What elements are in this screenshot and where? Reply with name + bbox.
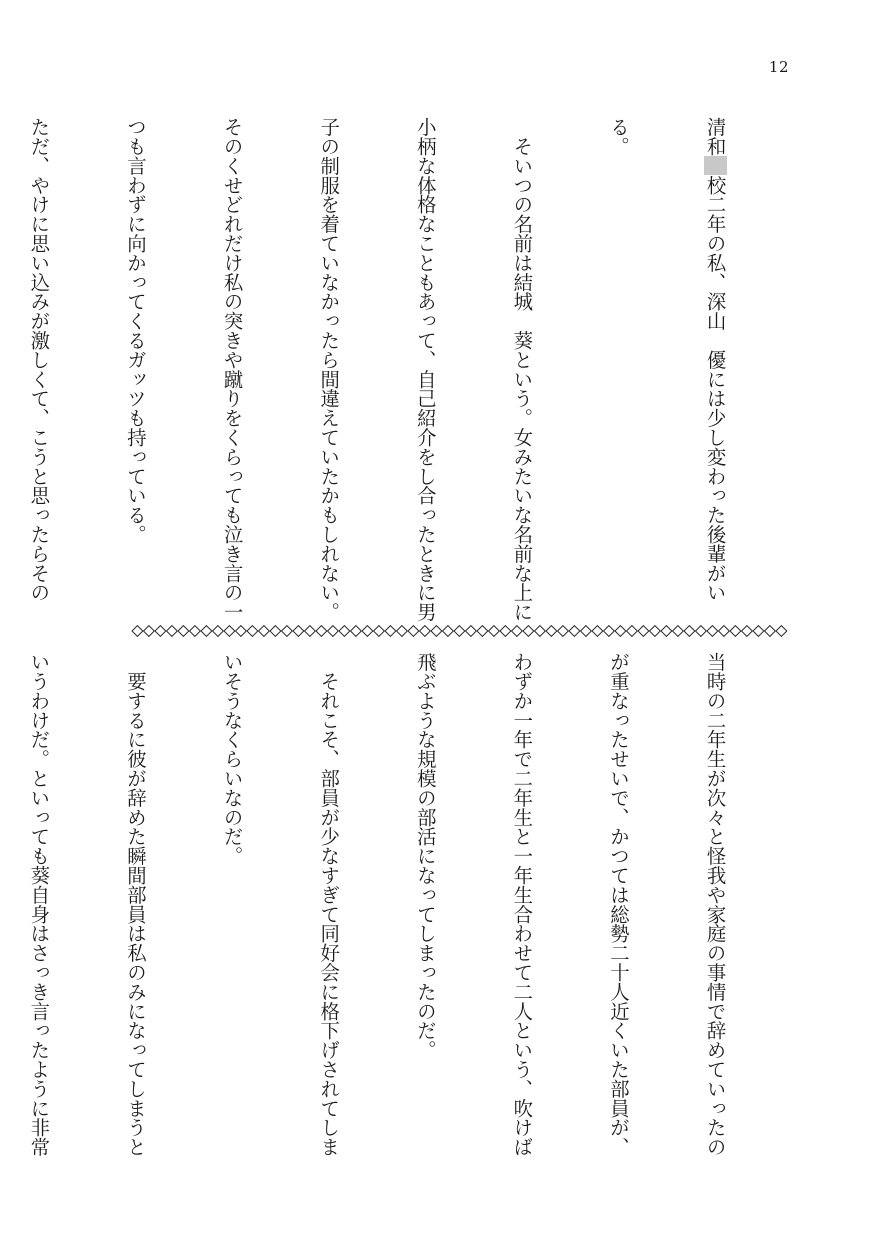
divider-diamond: [696, 626, 707, 637]
text-column: そいつの名前は結城 葵という。女みたいな名前な上に: [510, 117, 534, 622]
divider-diamond: [282, 626, 293, 637]
divider-diamond: [466, 626, 477, 637]
divider-diamond: [673, 626, 684, 637]
redaction-mask: 高: [703, 155, 727, 176]
text-column: [698, 117, 730, 613]
divider-diamond: [650, 626, 661, 637]
divider-diamond: [397, 626, 408, 637]
divider-diamond: [523, 626, 534, 637]
divider-diamond: [615, 626, 626, 637]
text-column: いそうなくらいなのだ。: [220, 652, 244, 866]
divider-diamond: [270, 626, 281, 637]
divider-diamond: [178, 626, 189, 637]
divider-diamond: [385, 626, 396, 637]
divider-diamond: [707, 626, 718, 637]
divider-diamond: [684, 626, 695, 637]
text-column: そのくせどれだけ私の突きや蹴りをくらっても泣き言の一: [220, 117, 244, 622]
text-column: 子の制服を着ていなかったら間違えていたかもしれない。: [317, 117, 341, 622]
divider-diamond: [512, 626, 523, 637]
divider-diamond: [236, 626, 247, 637]
divider-diamond: [489, 626, 500, 637]
divider-diamond: [351, 626, 362, 637]
divider-diamond: [224, 626, 235, 637]
divider-diamond: [213, 626, 224, 637]
divider-diamond: [190, 626, 201, 637]
divider-diamond: [167, 626, 178, 637]
divider-diamond: [247, 626, 258, 637]
text-column: る。: [606, 117, 630, 156]
divider-diamond: [592, 626, 603, 637]
text-column: いうわけだ。といっても葵自身はさっき言ったように非常: [27, 652, 51, 1157]
text-column: 当時の二年生が次々と怪我や家庭の事情で辞めていったの: [703, 652, 727, 1157]
divider-diamond: [765, 626, 776, 637]
text-column: 小柄な体格なこともあって、自己紹介をし合ったときに男: [413, 117, 437, 622]
divider-diamond: [730, 626, 741, 637]
divider-diamond: [443, 626, 454, 637]
divider-diamond: [316, 626, 327, 637]
text-column: つも言わずに向かってくるガッツも持っている。: [123, 117, 147, 544]
text-column: ただ、やけに思い込みが激しくて、こうと思ったらその: [27, 117, 51, 602]
text-fragment: 清和: [703, 117, 727, 156]
divider-diamond: [144, 626, 155, 637]
divider-diamond: [408, 626, 419, 637]
divider-diamond: [362, 626, 373, 637]
divider-diamond: [581, 626, 592, 637]
divider-diamond: [719, 626, 730, 637]
divider-diamond: [132, 626, 143, 637]
divider-diamond: [742, 626, 753, 637]
text-column: わずか一年で二年生と一年生合わせて二人という、吹けば: [510, 652, 534, 1157]
divider-diamond: [627, 626, 638, 637]
divider-diamond: [569, 626, 580, 637]
divider-diamond: [293, 626, 304, 637]
divider-diamond: [638, 626, 649, 637]
divider-diamond: [420, 626, 431, 637]
page-number: 12: [768, 58, 789, 76]
divider-diamond: [661, 626, 672, 637]
top-text-block: [27, 117, 795, 622]
divider-diamond: [776, 626, 787, 637]
divider-diamond: [201, 626, 212, 637]
divider-diamond: [477, 626, 488, 637]
divider-diamond: [155, 626, 166, 637]
divider-diamond: [604, 626, 615, 637]
divider-diamond: [431, 626, 442, 637]
text-column: が重なったせいで、かつては総勢二十人近くいた部員が、: [606, 652, 630, 1157]
divider-diamond: [535, 626, 546, 637]
bottom-text-block: [27, 652, 795, 1157]
divider-diamond: [328, 626, 339, 637]
divider-diamond: [454, 626, 465, 637]
text-fragment: 校二年の私、深山 優には少し変わった後輩がい: [703, 175, 727, 603]
divider-diamond: [339, 626, 350, 637]
divider-diamond: [500, 626, 511, 637]
divider-diamond: [305, 626, 316, 637]
divider-diamond: [374, 626, 385, 637]
text-column: 飛ぶような規模の部活になってしまったのだ。: [413, 652, 437, 1060]
divider-diamond: [259, 626, 270, 637]
section-divider: [132, 624, 794, 638]
divider-diamond: [558, 626, 569, 637]
text-column: それこそ、部員が少なすぎて同好会に格下げされてしま: [317, 652, 341, 1157]
divider-diamond: [753, 626, 764, 637]
text-column: 要するに彼が辞めた瞬間部員は私のみになってしまうと: [123, 652, 147, 1157]
divider-diamond: [546, 626, 557, 637]
